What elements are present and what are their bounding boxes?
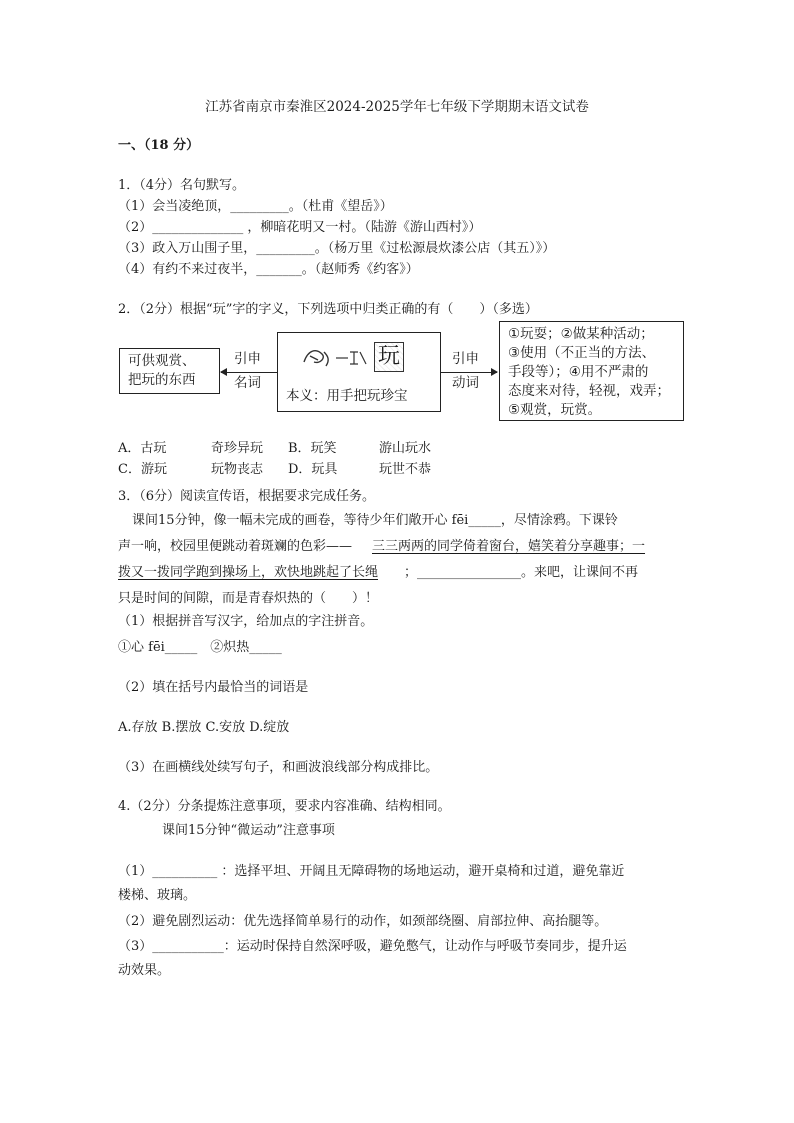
left-box-line-2: 把玩的东西 [128, 372, 196, 388]
right-box-line-5: ⑤观赏，玩赏。 [508, 402, 602, 418]
right-box-line-2: ③使用（不正当的方法、 [508, 345, 656, 361]
right-arrow-label-2: 动词 [452, 375, 479, 391]
left-arrow-label-2: 名词 [234, 375, 261, 391]
right-arrow-label-1: 引申 [452, 351, 479, 367]
q3-wavy-underline-2: 拨又一拨同学跑到操场上，欢快地跳起了长绳 [118, 565, 379, 580]
q4-stem: 4.（2分）分条提炼注意事项，要求内容准确、结构相同。 [118, 799, 451, 814]
q3-passage-line-3b: ；________________。来吧，让课间不再 [404, 565, 639, 580]
option-c: C．游玩 [118, 462, 167, 477]
q3-passage-line-2a: 声一响，校园里便跳动着斑斓的色彩—— [118, 539, 353, 554]
option-a-words: 奇珍异玩 [211, 441, 264, 456]
right-box-line-3: 手段等）；④用不严肃的 [508, 364, 649, 380]
q1-item-1: （1）会当凌绝顶，_________。（杜甫《望岳》） [118, 199, 393, 214]
q3-passage-line-1: 课间15分钟，像一幅未完成的画卷，等待少年们敞开心 fēi_____，尽情涂鸦。下课铃 [132, 513, 618, 528]
q2-stem: 2．（2分）根据“玩”字的字义，下列选项中归类正确的有（ ）（多选） [118, 302, 538, 317]
option-a: A．古玩 [118, 441, 167, 456]
option-b: B．玩笑 [288, 441, 337, 456]
q1-item-2: （2）______________ ，柳暗花明又一村。（陆游《游山西村》） [118, 220, 482, 235]
left-arrow-label-1: 引申 [234, 351, 261, 367]
q4-line-1b: 楼梯、玻璃。 [118, 888, 197, 903]
center-caption: 本义：用手把玩珍宝 [286, 388, 408, 404]
q3-sub-1-blanks: ①心 fēi_____ ②炽热_____ [118, 640, 282, 655]
left-box-line-1: 可供观赏、 [128, 353, 196, 369]
right-arrow [441, 372, 497, 373]
option-b-words: 游山玩水 [379, 441, 432, 456]
left-arrow [221, 372, 277, 373]
q3-passage-line-4: 只是时间的间隙，而是青春炽热的（ ）！ [118, 591, 379, 606]
q3-sub-3: （3）在画横线处续写句子，和画波浪线部分构成排比。 [118, 760, 439, 775]
right-box-line-1: ①玩耍；②做某种活动； [508, 326, 654, 342]
q3-sub-1: （1）根据拼音写汉字，给加点的字注拼音。 [118, 614, 374, 629]
seal-character: 玩 [374, 342, 404, 372]
option-c-words: 玩物丧志 [211, 462, 264, 477]
q4-line-2: （2）避免剧烈运动：优先选择简单易行的动作，如颈部绕圈、肩部拉伸、高抬腿等。 [118, 914, 608, 929]
right-box-line-4: 态度来对待，轻视，戏弄； [508, 383, 670, 399]
q3-wavy-underline-1: 三三两两的同学倚着窗台，嬉笑着分享趣事；一 [372, 539, 646, 554]
q4-line-1a: （1）__________ ：选择平坦、开阔且无障碍物的场地运动，避开桌椅和过道，避免靠近 [118, 864, 625, 879]
q3-sub-2-options: A.存放 B.摆放 C.安放 D.绽放 [118, 720, 290, 735]
q1-item-3: （3）政入万山围子里，_________。（杨万里《过松源晨炊漆公店（其五）》） [118, 241, 556, 256]
q1-stem: 1．（4分）名句默写。 [118, 178, 246, 193]
q4-subtitle: 课间15分钟“微运动”注意事项 [162, 823, 335, 838]
ancient-glyph-icon [300, 344, 370, 370]
q1-item-4: （4）有约不来过夜半，_______。（赵师秀《约客》） [118, 262, 419, 277]
option-d: D．玩具 [288, 462, 338, 477]
right-arrow-head-icon [491, 368, 498, 376]
option-d-words: 玩世不恭 [379, 462, 432, 477]
q3-stem: 3．（6分）阅读宣传语，根据要求完成任务。 [118, 489, 376, 504]
q4-line-3b: 动效果。 [118, 963, 171, 978]
q4-line-3a: （3）___________：运动时保持自然深呼吸，避免憋气，让动作与呼吸节奏同步，提升运 [118, 939, 627, 954]
left-arrow-head-icon [220, 368, 227, 376]
page-title: 江苏省南京市秦淮区2024-2025学年七年级下学期期末语文试卷 [205, 99, 589, 115]
q3-sub-2: （2）填在括号内最恰当的词语是 [118, 680, 309, 695]
section-heading: 一、（18 分） [118, 138, 200, 153]
